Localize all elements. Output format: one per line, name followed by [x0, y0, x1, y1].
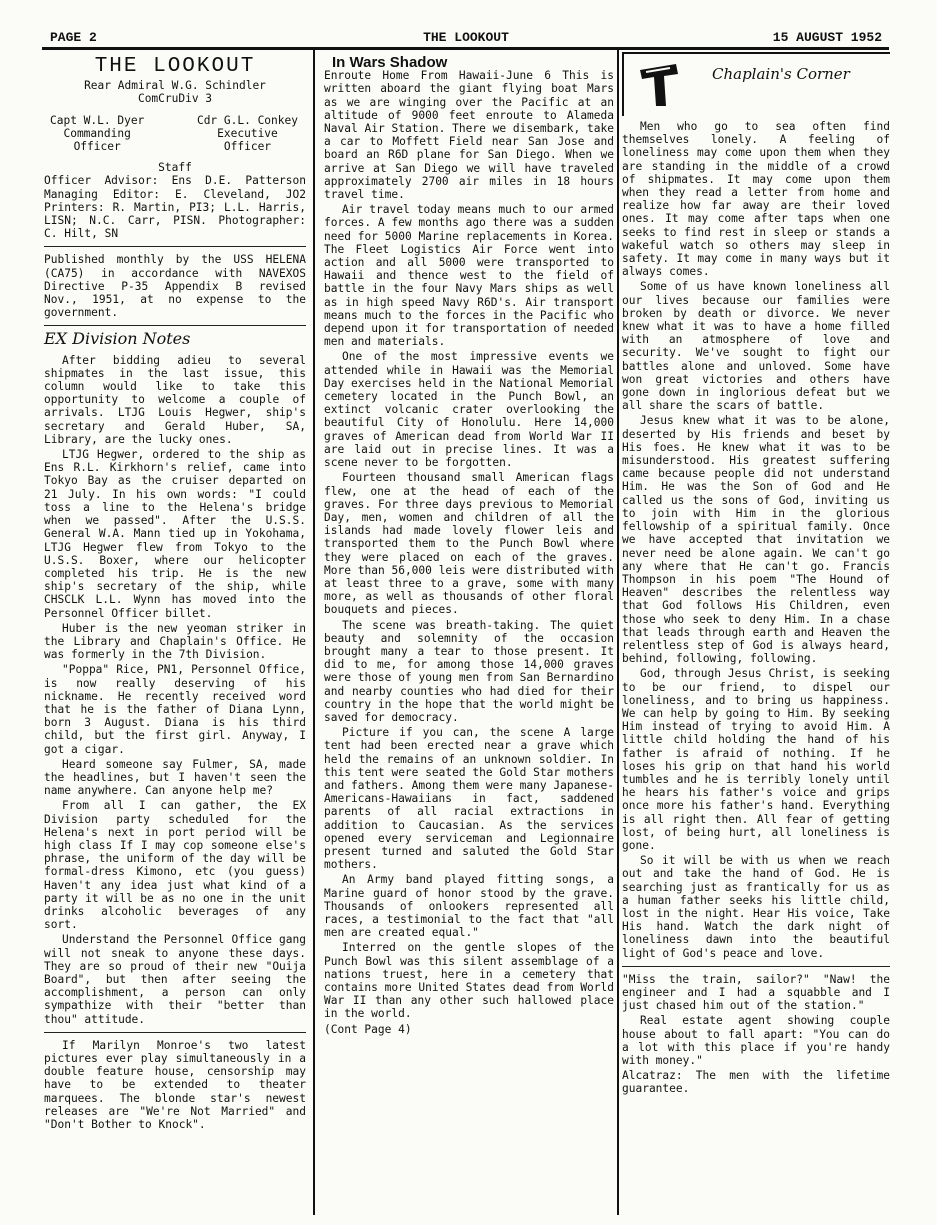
article-paragraph: "Poppa" Rice, PN1, Personnel Office, is now really deserving of his nickname. He recently received word that he is the father of Diana Lynn, born 3 August. Diana is his third child, but the first girl. Anyway, I got a cigar. — [44, 663, 306, 756]
xo-name: Cdr G.L. Conkey — [196, 113, 298, 127]
divider — [622, 966, 890, 967]
article-paragraph: Picture if you can, the scene A large tent had been erected near a grave which held the remains of an unknown soldier. In this tent were seated the Gold Star mothers and fathers. Among them were many Japanese-Americans-Hawaiians in fact, saddened parents of all racial extractions in addition to Caucasian. As the services opened every serviceman and Legionnaire present turned and saluted the Gold Star mothers. — [324, 726, 614, 872]
article-paragraph: From all I can gather, the EX Division party scheduled for the Helena's next in port period will be high class If I may cop someone else's phrase, the uniform of the day will be formal-dress Kimono, etc (you guess) Haven't any idea just what kind of a party it will be as no one in the unit drinks alcoholic beverages of any sort. — [44, 799, 306, 932]
wars-shadow-title: In Wars Shadow — [332, 54, 448, 71]
page-number: PAGE 2 — [50, 30, 97, 45]
article-paragraph: Enroute Home From Hawaii-June 6 This is written aboard the giant flying boat Mars as we are winging over the Pacific at an altitude of 9000 feet enroute to Alameda Naval Air Station. There we disembark, take a car to Moffett Field near San Jose and board an R6D plane for San Diego. When we arrive at San Diego we will have traveled approximately 2700 air miles in 18 hours travel time. — [324, 69, 614, 202]
article-paragraph: Men who go to sea often find themselves lonely. A feeling of loneliness may come upon them when they are standing in the middle of a crowd of shipmates. It may come upon them when they read a letter from home and realize how far away are their loved ones. It may come after taps when one seeks to find rest in sleep or stands a wakeful watch so others may sleep in safety. It may come in many ways but it always comes. — [622, 120, 890, 279]
executive-officer — [197, 114, 298, 154]
article-paragraph: Huber is the new yeoman striker in the Library and Chaplain's Office. He was formerly in the 7th Division. — [44, 621, 306, 662]
admiral-line: Rear Admiral W.G. Schindler — [84, 79, 266, 93]
joke: Real estate agent showing couple house about to fall apart: "You can do a lot with this place if you're handy with money." — [622, 1014, 890, 1068]
article-paragraph: Air travel today means much to our armed forces. A few months ago there was a sudden need for 5000 Marine replacements in Korea. The Fleet Logistics Air Force went into action and all 5000 were transported to Hawaii and thence west to the field of battle in the four Navy Mars ships as well as in high speed Navy R6D's. Air transport means much to the forces in the Pacific who depend upon it for transportation of needed men and materials. — [324, 203, 614, 349]
article-paragraph: Heard someone say Fulmer, SA, made the headlines, but I haven't seen the name anywhere. Can anyone help me? — [44, 757, 306, 798]
joke: Alcatraz: The men with the lifetime guarantee. — [622, 1069, 890, 1096]
chaplain-title: Chaplain's Corner — [712, 65, 850, 83]
middle-column — [324, 52, 614, 1036]
co-name: Capt W.L. Dyer — [50, 113, 145, 127]
cross-icon — [636, 60, 682, 108]
chaplain-header-box — [622, 52, 890, 116]
commanding-officer — [50, 114, 144, 154]
staff-heading: Staff — [158, 161, 192, 175]
article-paragraph: Interred on the gentle slopes of the Punch Bowl was this silent assemblage of a nations truest, here in a cemetery that contains more United States dead from World War II than any other such hallowed place in the world. — [324, 941, 614, 1021]
article-paragraph: After bidding adieu to several shipmates in the last issue, this column would like to take this opportunity to welcome a couple of arrivals. LTJG Louis Hegwer, ship's secretary and Gerald Huber, SA, Library, are the lucky ones. — [44, 353, 306, 446]
right-column — [622, 52, 890, 1098]
column-divider-right — [617, 48, 619, 1215]
article-paragraph: Some of us have known loneliness all our lives because our families were broken by death or divorce. We never knew what it was to have a home filled with an atmosphere of love and security. We've sought to fight our battles alone and unloved. Some have won great victories and others have gone down in inglorious defeat but we all share the scars of battle. — [622, 280, 890, 413]
publication-notice: Published monthly by the USS HELENA (CA75) in accordance with NAVEXOS Directive P-35 Appendix B revised Nov., 1951, at no expense to the government. — [44, 253, 306, 320]
xo-role-2: Officer — [223, 140, 272, 154]
column-divider-left — [313, 48, 315, 1215]
co-role-1: Commanding — [63, 126, 131, 140]
joke: "Miss the train, sailor?" "Naw! the engineer and I had a squabble and I just chased him out of the station." — [622, 972, 890, 1013]
staff-list: Officer Advisor: Ens D.E. Patterson Managing Editor: E. Cleveland, JO2 Printers: R. Martin, PI3; L.L. Harris, LISN; N.C. Carr, PISN. Photographer: C. Hilt, SN — [44, 174, 306, 241]
article-paragraph: God, through Jesus Christ, is seeking to be our friend, to dispel our loneliness, and to bring us happiness. We can help by going to Him. By seeking Him instead of trying to avoid Him. A little child holding the hand of his father is afraid of nothing. If he loses his grip on that hand his world tumbles and he is terribly lonely until he hears his father's voice and grips once more his father's hand. Everything is all right then. All fear of getting lost, of being hurt, all loneliness is gone. — [622, 667, 890, 852]
paper-name: THE LOOKOUT — [423, 30, 509, 45]
header-rule — [42, 47, 889, 50]
article-paragraph: LTJG Hegwer, ordered to the ship as Ens R.L. Kirkhorn's relief, came into Tokyo Bay as the cruiser departed on 21 July. In his own words: "I could toss a line to the Helena's bridge when we passed". After the U.S.S. General W.A. Mann tied up in Yokohama, LTJG Hegwer flew from Tokyo to the U.S.S. Boxer, where our helicopter completed his trip. He is the new ship's secretary of the ship, while CHSCLK L.L. Wynn has moved into the Personnel Officer billet. — [44, 448, 306, 620]
article-paragraph: Fourteen thousand small American flags flew, one at the head of each of the graves. For three days previous to Memorial Day, men, women and children of all the islands had made lovely flower leis and transported them to the Punch Bowl where they were placed on each of the graves. More than 56,000 leis were distributed with at least three to a grave, some with many more, as well as thousands of other floral bouquets and pieces. — [324, 471, 614, 617]
co-role-2: Officer — [73, 140, 121, 154]
division-line: ComCruDiv 3 — [137, 92, 213, 106]
officers-block — [50, 114, 298, 154]
masthead-title: THE LOOKOUT — [94, 55, 256, 78]
article-paragraph: If Marilyn Monroe's two latest pictures ever play simultaneously in a double feature house, censorship may have to be extended to theater marquees. The blonde star's newest releases are "We're Not Married" and "Don't Bother to Knock". — [44, 1038, 306, 1132]
article-paragraph: Jesus knew what it was to be alone, deserted by His friends and beset by His foes. He knew what it was to be misunderstood. His greatest suffering came because people did not understand Him. He was the Son of God and He called us the sons of God, inviting us to join with Him in the glorious fellowship of a spiritual family. Once we have accepted that invitation we never need be alone again. We can't go any where that He can't go. Francis Thompson in his poem "The Hound of Heaven" describes the relentless way that God follows His Children, even those who seek to deny Him. In a chase that leads through earth and Heaven the relentless step of God is always heard, behind, following, following. — [622, 414, 890, 666]
ex-division-title: EX Division Notes — [44, 329, 191, 349]
continued-note: (Cont Page 4) — [324, 1022, 412, 1036]
article-paragraph: The scene was breath-taking. The quiet beauty and solemnity of the occasion brought many a tear to those present. It did to me, for among those 14,000 graves were those of young men from San Bernardino and nearby counties who had died for their country in the hope that the world might be saved for democracy. — [324, 618, 614, 724]
article-paragraph: So it will be with us when we reach out and take the hand of God. He is searching just as frantically for us as a human father seeks his little child, lost in the night. Hear His voice, Take His hand. Watch the dark night of loneliness dawn into the beautiful light of God's peace and love. — [622, 854, 890, 960]
xo-role-1: Executive — [217, 126, 278, 140]
left-column — [44, 52, 306, 1133]
article-paragraph: Understand the Personnel Office gang will not sneak to anyone these days. They are so proud of their new "Ouija Board", but then after seeing the accomplishment, a person can only sympathize with their "better than thou" attitude. — [44, 933, 306, 1026]
divider — [44, 325, 306, 326]
divider — [44, 246, 306, 247]
issue-date: 15 AUGUST 1952 — [772, 30, 882, 45]
article-paragraph: An Army band played fitting songs, a Marine guard of honor stood by the grave. Thousands of onlookers represented all races, a testimonial to the fact that "all men are created equal." — [324, 873, 614, 940]
article-paragraph: One of the most impressive events we attended while in Hawaii was the Memorial Day exercises held in the National Memorial cemetery located in the Punch Bowl, an extinct volcanic crater overlooking the beautiful City of Honolulu. Here 14,000 graves of American dead from World War II are laid out in precise lines. It was a scene never to be forgotten. — [324, 350, 614, 470]
divider — [44, 1032, 306, 1033]
